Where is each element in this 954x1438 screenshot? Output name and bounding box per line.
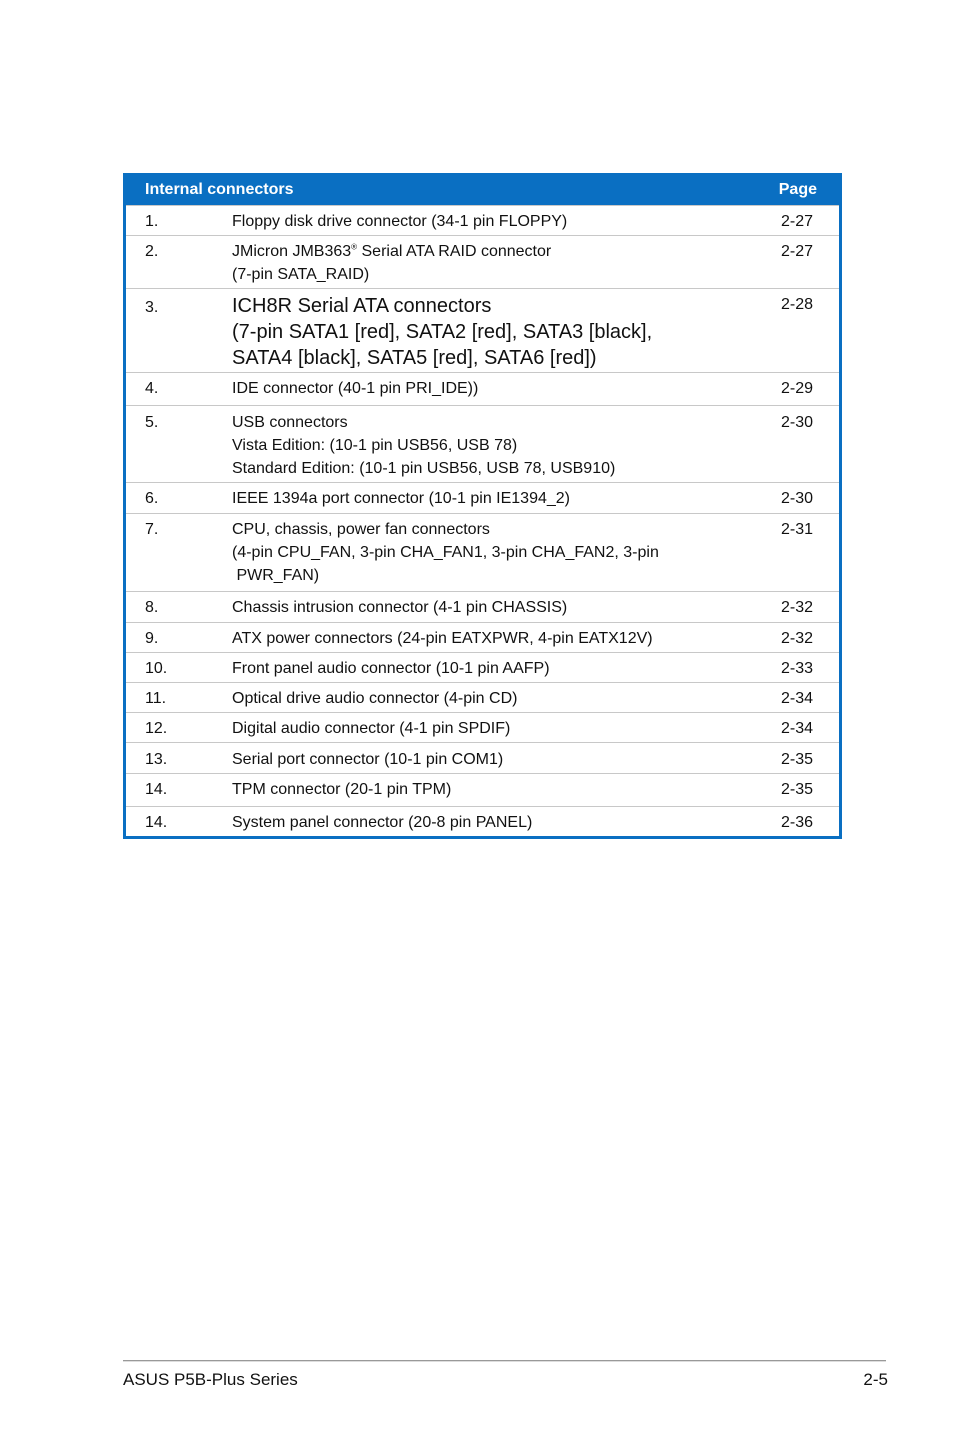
row-number: 14. <box>145 781 168 798</box>
description-line: Standard Edition: (10-1 pin USB56, USB 78, USB910) <box>232 460 616 477</box>
row-number: 2. <box>145 243 159 260</box>
row-number: 7. <box>145 521 159 538</box>
row-description <box>232 687 752 710</box>
description-line: Floppy disk drive connector (34-1 pin FLOPPY) <box>232 213 568 230</box>
table-row <box>126 773 839 806</box>
description-line <box>232 240 752 263</box>
description-line: Optical drive audio connector (4-pin CD) <box>232 690 518 707</box>
row-page: 2-31 <box>780 521 813 538</box>
row-description <box>232 487 752 510</box>
description-text: Serial ATA RAID connector <box>357 243 552 260</box>
description-line: (7-pin SATA1 [red], SATA2 [red], SATA3 [black], <box>232 321 653 343</box>
row-number: 9. <box>145 630 159 647</box>
description-line: USB connectors <box>232 414 348 431</box>
row-description <box>232 240 752 286</box>
description-line: System panel connector (20-8 pin PANEL) <box>232 814 533 831</box>
row-number: 12. <box>145 720 168 737</box>
row-description <box>232 411 752 480</box>
table-row <box>126 482 839 513</box>
table-row <box>126 513 839 591</box>
row-description <box>232 627 752 650</box>
table-row <box>126 652 839 682</box>
row-page: 2-35 <box>780 751 813 768</box>
row-number: 3. <box>145 299 159 316</box>
description-line: Digital audio connector (4-1 pin SPDIF) <box>232 720 511 737</box>
description-line: TPM connector (20-1 pin TPM) <box>232 781 452 798</box>
row-page: 2-32 <box>780 599 813 616</box>
table-row <box>126 622 839 652</box>
table-row <box>126 682 839 712</box>
description-line: ICH8R Serial ATA connectors <box>232 295 492 317</box>
table-header <box>123 173 842 205</box>
description-line: Vista Edition: (10-1 pin USB56, USB 78) <box>232 437 518 454</box>
row-description <box>232 811 752 834</box>
table-row <box>126 712 839 742</box>
row-number: 8. <box>145 599 159 616</box>
row-number: 4. <box>145 380 159 397</box>
row-page: 2-33 <box>780 660 813 677</box>
row-description <box>232 717 752 740</box>
table-row <box>126 288 839 372</box>
row-number: 1. <box>145 213 159 230</box>
row-description <box>232 596 752 619</box>
row-page: 2-27 <box>780 213 813 230</box>
row-page: 2-29 <box>780 380 813 397</box>
row-number: 11. <box>145 690 167 707</box>
header-page: Page <box>778 181 817 198</box>
description-line: (4-pin CPU_FAN, 3-pin CHA_FAN1, 3-pin CHA_FAN2, 3-pin <box>232 544 659 561</box>
row-number: 6. <box>145 490 159 507</box>
row-page: 2-30 <box>780 490 813 507</box>
row-description <box>232 293 752 371</box>
row-page: 2-32 <box>780 630 813 647</box>
description-line: IEEE 1394a port connector (10-1 pin IE1394_2) <box>232 490 570 507</box>
row-number: 14. <box>145 814 168 831</box>
row-page: 2-34 <box>780 720 813 737</box>
row-page: 2-36 <box>780 814 813 831</box>
description-line: ATX power connectors (24-pin EATXPWR, 4-pin EATX12V) <box>232 630 653 647</box>
description-line: CPU, chassis, power fan connectors <box>232 521 490 538</box>
description-line: (7-pin SATA_RAID) <box>232 266 370 283</box>
row-page: 2-34 <box>780 690 813 707</box>
footer-page-number: 2-5 <box>863 1370 888 1389</box>
description-line: Serial port connector (10-1 pin COM1) <box>232 751 504 768</box>
footer-product-name: ASUS P5B-Plus Series <box>123 1370 298 1389</box>
row-description <box>232 657 752 680</box>
table-row <box>126 806 839 836</box>
row-number: 13. <box>145 751 168 768</box>
table-row <box>126 372 839 405</box>
row-page: 2-30 <box>780 414 813 431</box>
internal-connectors-table <box>123 173 842 839</box>
header-internal-connectors: Internal connectors <box>145 181 294 198</box>
table-row <box>126 205 839 235</box>
row-page: 2-27 <box>780 243 813 260</box>
description-line: PWR_FAN) <box>232 567 320 584</box>
row-page: 2-35 <box>780 781 813 798</box>
row-description <box>232 518 752 587</box>
row-description <box>232 778 752 801</box>
table-row <box>126 742 839 773</box>
registered-mark: ® <box>351 242 358 252</box>
row-number: 5. <box>145 414 159 431</box>
table-row <box>126 591 839 622</box>
description-line: IDE connector (40-1 pin PRI_IDE)) <box>232 380 479 397</box>
row-page: 2-28 <box>780 296 813 313</box>
row-description <box>232 210 752 233</box>
table-row <box>126 405 839 482</box>
row-description <box>232 377 752 400</box>
table-row <box>126 235 839 288</box>
description-line: Chassis intrusion connector (4-1 pin CHASSIS) <box>232 599 568 616</box>
footer-divider <box>123 1360 886 1361</box>
description-line: SATA4 [black], SATA5 [red], SATA6 [red]) <box>232 347 597 369</box>
description-text: JMicron JMB363 <box>232 243 352 260</box>
description-line: Front panel audio connector (10-1 pin AAFP) <box>232 660 550 677</box>
row-number: 10. <box>145 660 168 677</box>
row-description <box>232 748 752 771</box>
